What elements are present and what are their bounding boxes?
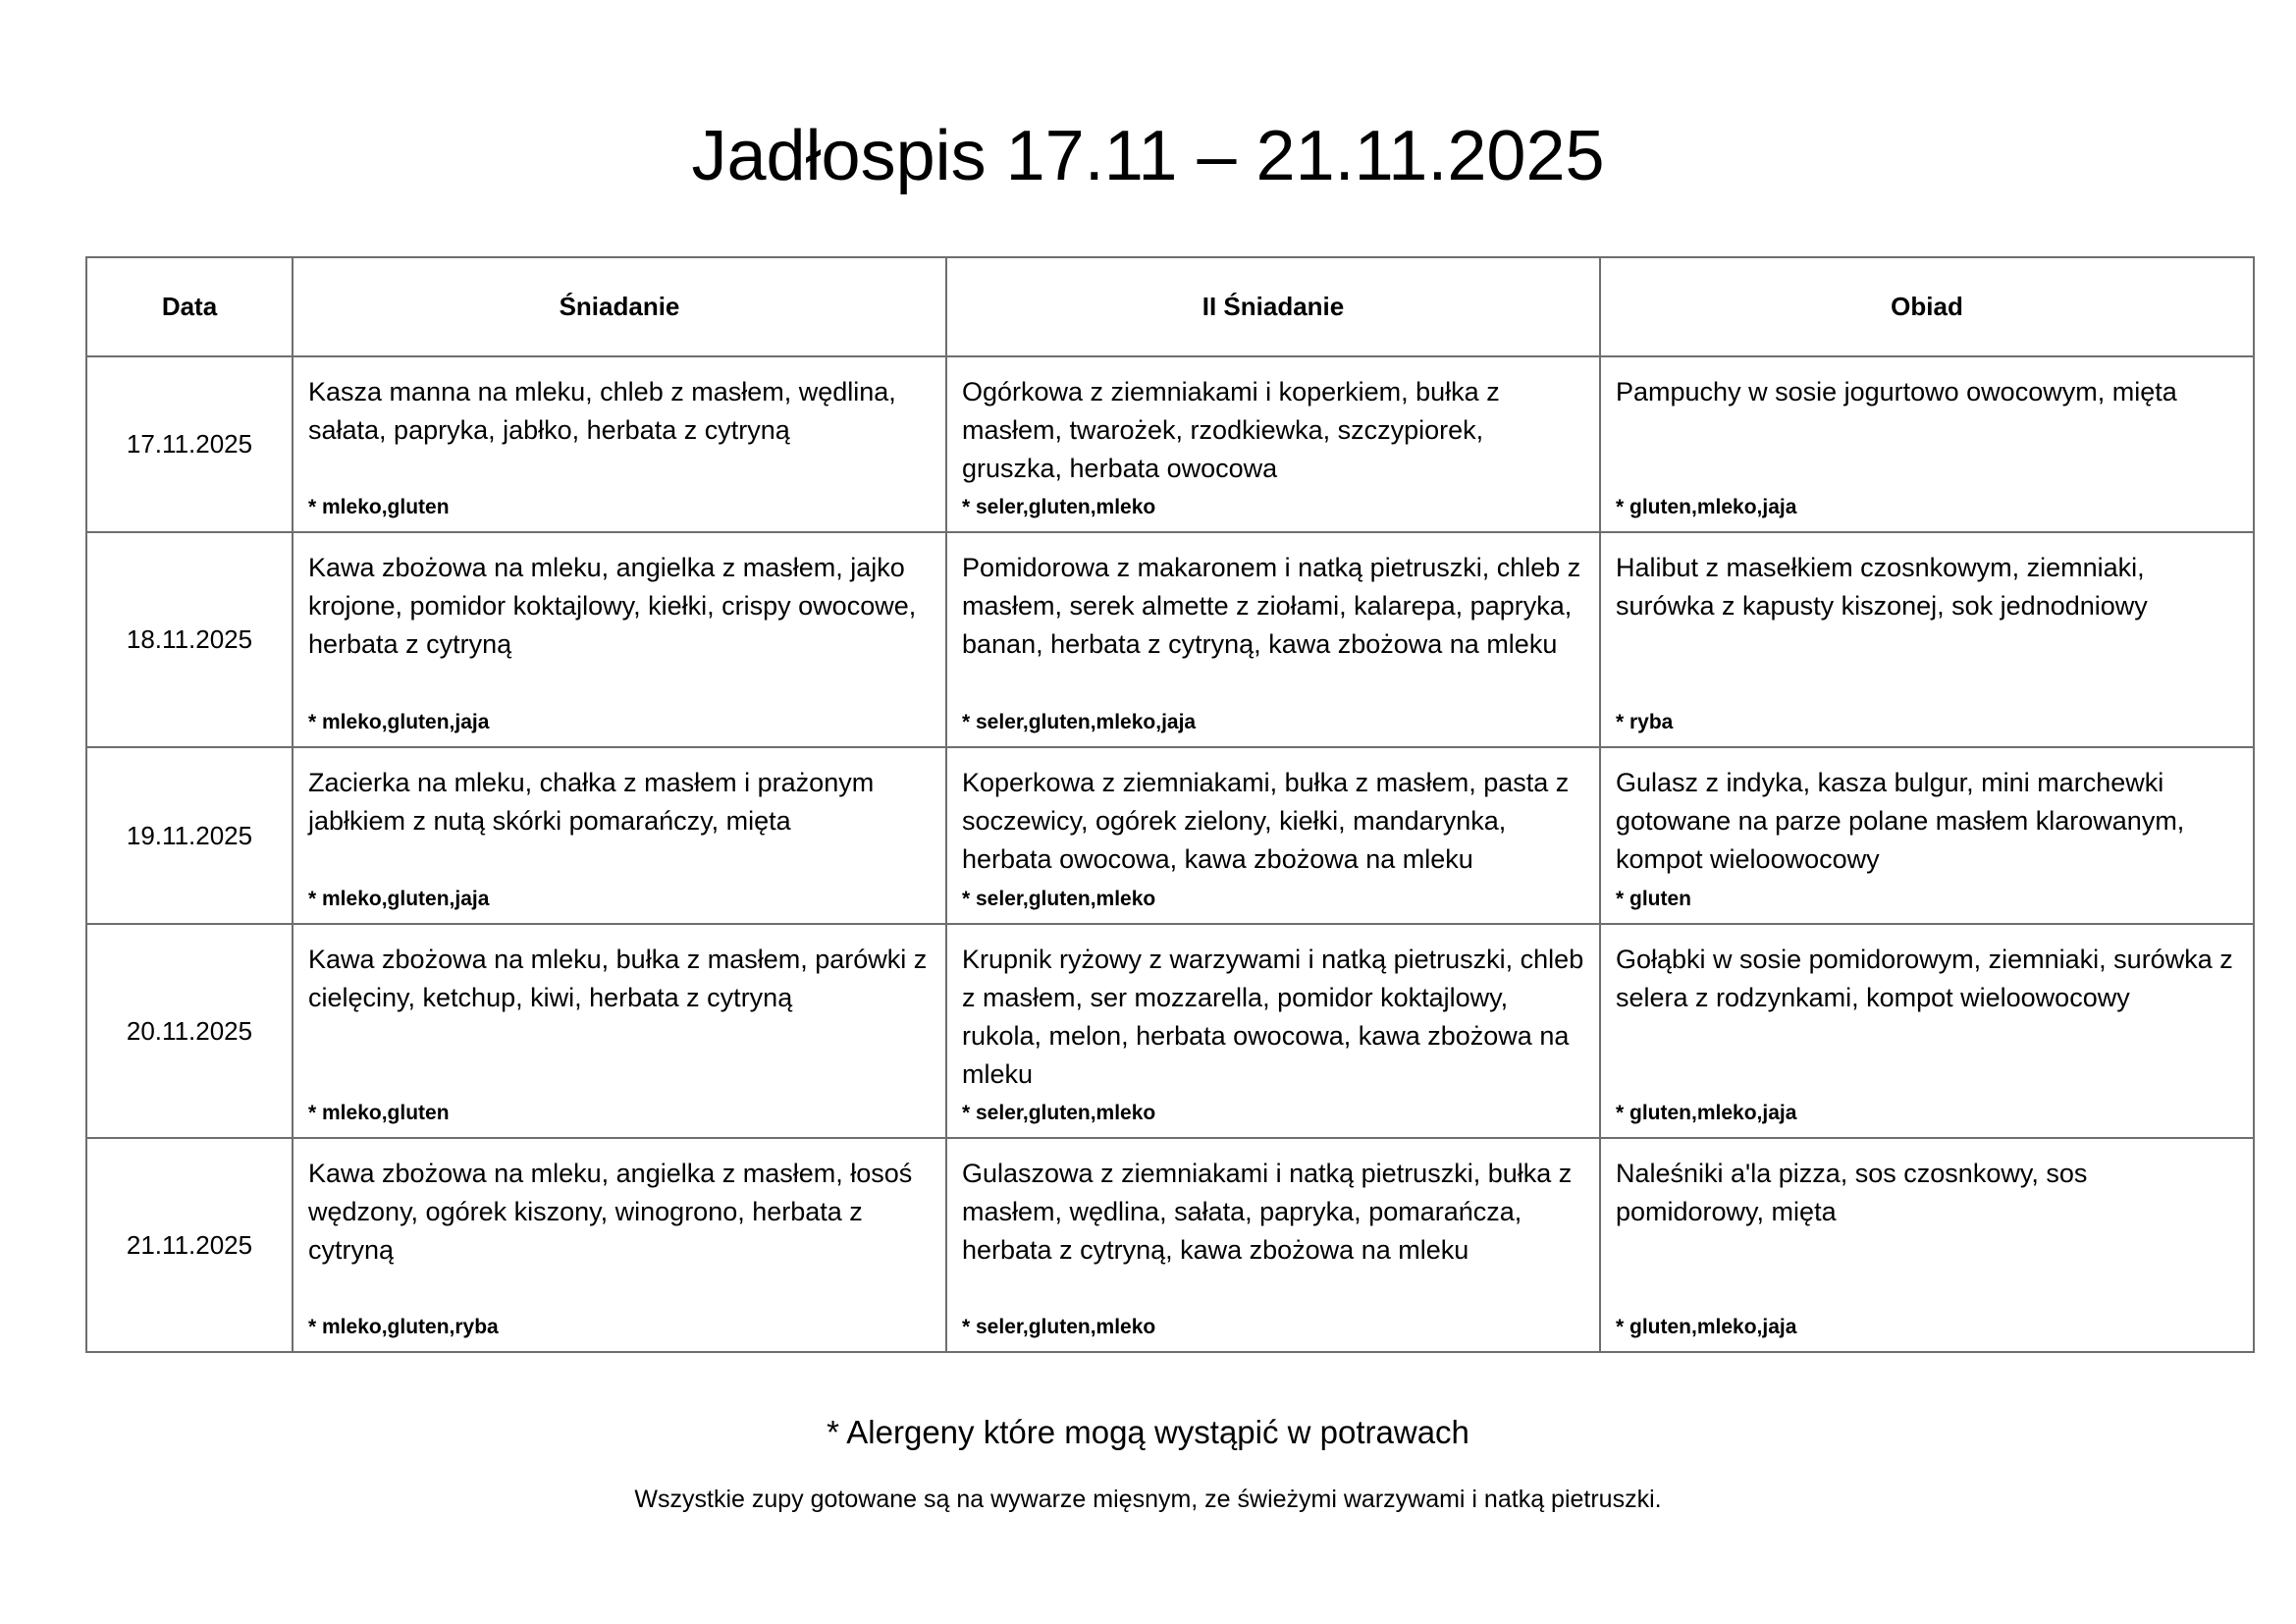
lunch-cell: [1600, 747, 2254, 924]
date-cell: 18.11.2025: [86, 532, 293, 747]
table-row: [86, 1138, 2254, 1352]
date-cell: 17.11.2025: [86, 356, 293, 532]
second-breakfast-cell: [946, 532, 1600, 747]
breakfast-content: [294, 748, 945, 923]
menu-table: [85, 256, 2255, 1353]
lunch-cell: [1600, 924, 2254, 1138]
breakfast-content: [294, 925, 945, 1137]
header-second-breakfast: II Śniadanie: [946, 257, 1600, 356]
second-breakfast-content: [947, 925, 1599, 1137]
second-breakfast-meal: Pomidorowa z makaronem i natką pietruszki, chleb z masłem, serek almette z ziołami, kalarepa, papryka, banan, herbata z cytryną, kawa zbożowa na mleku: [962, 553, 1581, 659]
table-row: [86, 747, 2254, 924]
breakfast-content: [294, 1139, 945, 1351]
second-breakfast-meal: Ogórkowa z ziemniakami i koperkiem, bułka z masłem, twarożek, rzodkiewka, szczypiorek, gruszka, herbata owocowa: [962, 377, 1500, 483]
lunch-content: [1601, 925, 2253, 1137]
second-breakfast-allergens: * seler,gluten,mleko: [962, 496, 1156, 518]
header-lunch: Obiad: [1600, 257, 2254, 356]
second-breakfast-cell: [946, 747, 1600, 924]
lunch-cell: [1600, 532, 2254, 747]
second-breakfast-content: [947, 748, 1599, 923]
lunch-allergens: * gluten,mleko,jaja: [1616, 496, 1797, 518]
lunch-allergens: * gluten: [1616, 888, 1691, 910]
second-breakfast-cell: [946, 356, 1600, 532]
lunch-cell: [1600, 356, 2254, 532]
table-row: [86, 924, 2254, 1138]
second-breakfast-meal: Gulaszowa z ziemniakami i natką pietruszki, bułka z masłem, wędlina, sałata, papryka, pomarańcza, herbata z cytryną, kawa zbożowa na mleku: [962, 1159, 1573, 1265]
second-breakfast-content: [947, 357, 1599, 531]
second-breakfast-meal: Krupnik ryżowy z warzywami i natką pietruszki, chleb z masłem, ser mozzarella, pomidor koktajlowy, rukola, melon, herbata owocowa, kawa zbożowa na mleku: [962, 945, 1584, 1089]
lunch-cell: [1600, 1138, 2254, 1352]
second-breakfast-cell: [946, 1138, 1600, 1352]
second-breakfast-allergens: * seler,gluten,mleko: [962, 1102, 1156, 1124]
breakfast-allergens: * mleko,gluten,jaja: [308, 711, 490, 733]
lunch-allergens: * ryba: [1616, 711, 1674, 733]
second-breakfast-cell: [946, 924, 1600, 1138]
lunch-meal: Gulasz z indyka, kasza bulgur, mini marchewki gotowane na parze polane masłem klarowanym, kompot wieloowocowy: [1616, 768, 2185, 874]
date-cell: 19.11.2025: [86, 747, 293, 924]
breakfast-cell: [293, 356, 946, 532]
breakfast-meal: Zacierka na mleku, chałka z masłem i prażonym jabłkiem z nutą skórki pomarańczy, mięta: [308, 768, 875, 836]
lunch-content: [1601, 533, 2253, 746]
breakfast-cell: [293, 747, 946, 924]
second-breakfast-allergens: * seler,gluten,mleko,jaja: [962, 711, 1197, 733]
lunch-content: [1601, 357, 2253, 531]
second-breakfast-content: [947, 533, 1599, 746]
lunch-meal: Gołąbki w sosie pomidorowym, ziemniaki, surówka z selera z rodzynkami, kompot wieloowocowy: [1616, 945, 2233, 1012]
second-breakfast-content: [947, 1139, 1599, 1351]
breakfast-allergens: * mleko,gluten,ryba: [308, 1316, 499, 1338]
table-header-row: [86, 257, 2254, 356]
breakfast-cell: [293, 532, 946, 747]
page-title: Jadłospis 17.11 – 21.11.2025: [691, 117, 1605, 195]
breakfast-cell: [293, 1138, 946, 1352]
date-cell: 21.11.2025: [86, 1138, 293, 1352]
breakfast-content: [294, 357, 945, 531]
breakfast-meal: Kawa zbożowa na mleku, angielka z masłem, łosoś wędzony, ogórek kiszony, winogrono, herbata z cytryną: [308, 1159, 913, 1265]
allergen-note: * Alergeny które mogą wystąpić w potrawach: [827, 1414, 1469, 1450]
breakfast-meal: Kawa zbożowa na mleku, angielka z masłem, jajko krojone, pomidor koktajlowy, kiełki, crispy owocowe, herbata z cytryną: [308, 553, 917, 659]
second-breakfast-allergens: * seler,gluten,mleko: [962, 1316, 1156, 1338]
lunch-allergens: * gluten,mleko,jaja: [1616, 1102, 1797, 1124]
lunch-meal: Naleśniki a'la pizza, sos czosnkowy, sos pomidorowy, mięta: [1616, 1159, 2088, 1226]
table-row: [86, 532, 2254, 747]
breakfast-content: [294, 533, 945, 746]
breakfast-allergens: * mleko,gluten,jaja: [308, 888, 490, 910]
header-date: Data: [86, 257, 293, 356]
lunch-meal: Pampuchy w sosie jogurtowo owocowym, mięta: [1616, 377, 2177, 406]
second-breakfast-allergens: * seler,gluten,mleko: [962, 888, 1156, 910]
breakfast-meal: Kasza manna na mleku, chleb z masłem, wędlina, sałata, papryka, jabłko, herbata z cytryną: [308, 377, 896, 445]
soup-note: Wszystkie zupy gotowane są na wywarze mięsnym, ze świeżymi warzywami i natką pietruszki.: [634, 1486, 1662, 1513]
date-cell: 20.11.2025: [86, 924, 293, 1138]
lunch-meal: Halibut z masełkiem czosnkowym, ziemniaki, surówka z kapusty kiszonej, sok jednodniowy: [1616, 553, 2148, 621]
breakfast-cell: [293, 924, 946, 1138]
header-breakfast: Śniadanie: [293, 257, 946, 356]
breakfast-allergens: * mleko,gluten: [308, 1102, 450, 1124]
lunch-content: [1601, 1139, 2253, 1351]
breakfast-allergens: * mleko,gluten: [308, 496, 450, 518]
breakfast-meal: Kawa zbożowa na mleku, bułka z masłem, parówki z cielęciny, ketchup, kiwi, herbata z cytryną: [308, 945, 928, 1012]
lunch-content: [1601, 748, 2253, 923]
second-breakfast-meal: Koperkowa z ziemniakami, bułka z masłem, pasta z soczewicy, ogórek zielony, kiełki, mandarynka, herbata owocowa, kawa zbożowa na mleku: [962, 768, 1570, 874]
table-row: [86, 356, 2254, 532]
lunch-allergens: * gluten,mleko,jaja: [1616, 1316, 1797, 1338]
